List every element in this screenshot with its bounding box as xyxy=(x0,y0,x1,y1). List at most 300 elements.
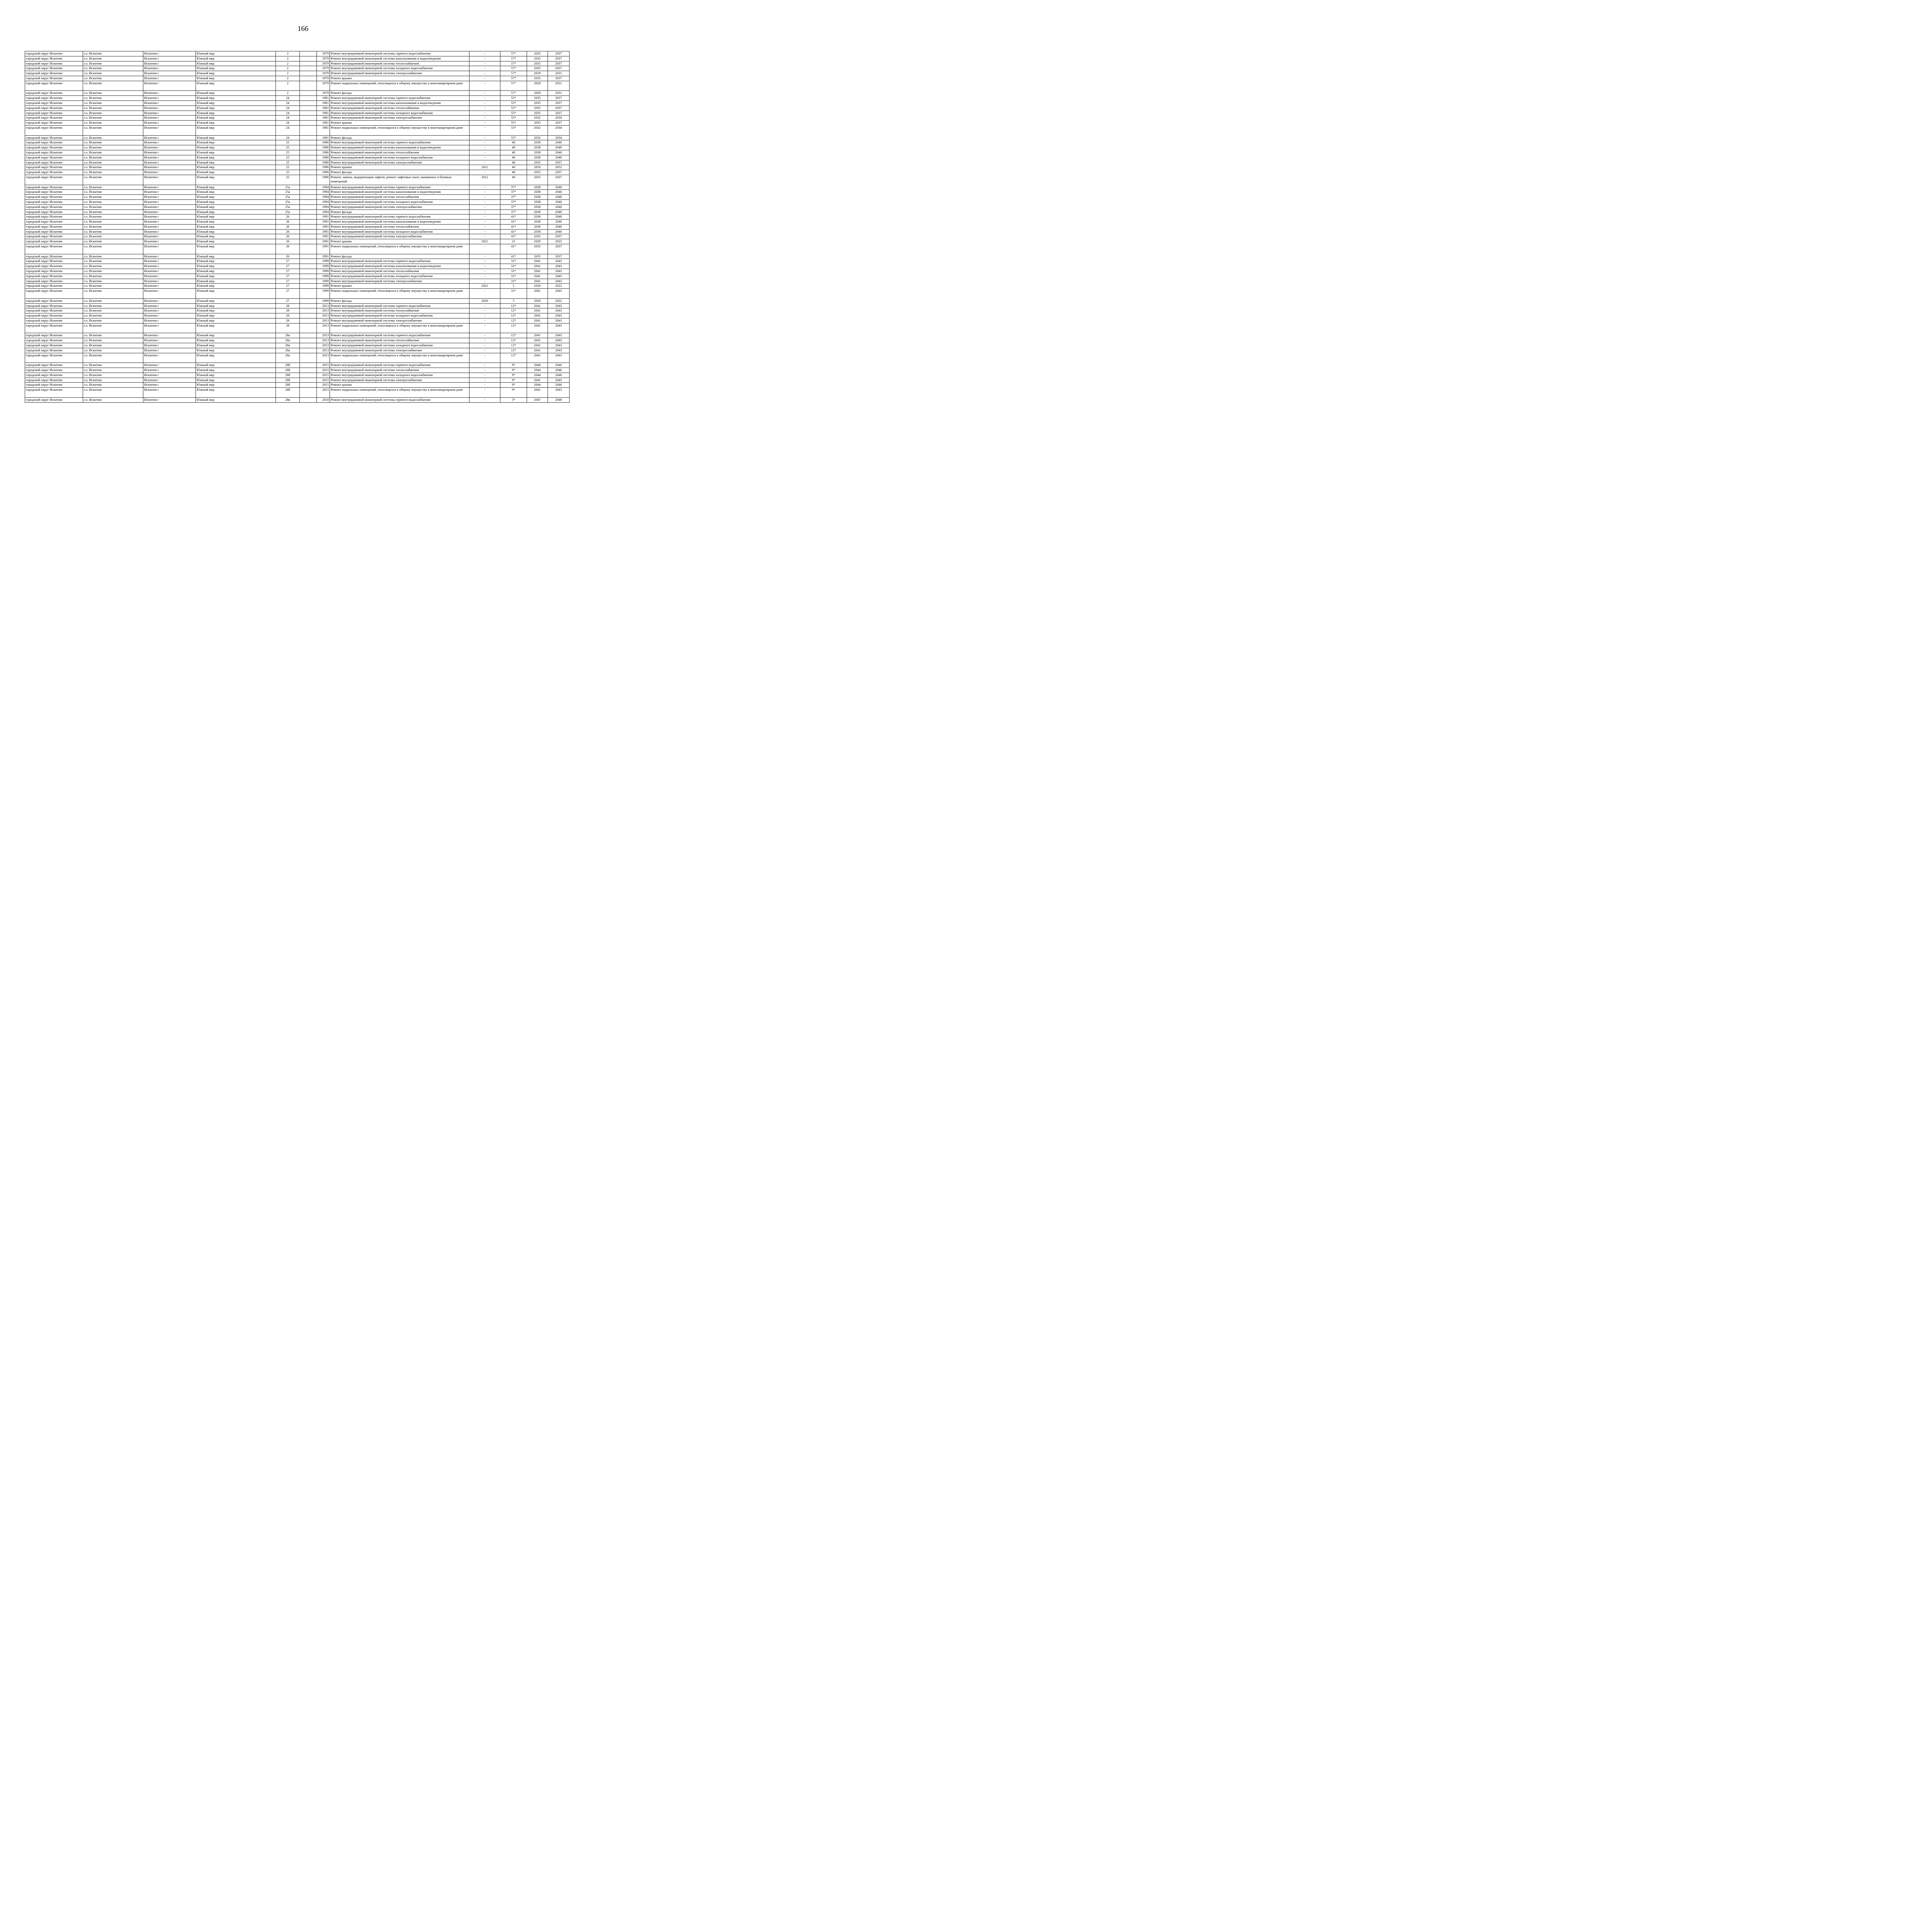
cell-year-built: 1979 xyxy=(317,56,330,61)
cell-plan-start: 2044 xyxy=(527,363,548,368)
cell-plan-end: 2037 xyxy=(548,234,570,239)
cell-municipality: городской округ Искитим xyxy=(25,388,83,398)
cell-district: Южный мкр xyxy=(196,140,276,145)
cell-plan-end: 2040 xyxy=(548,215,570,220)
cell-building xyxy=(300,239,317,244)
cell-municipality: городской округ Искитим xyxy=(25,303,83,308)
cell-wear: 40 xyxy=(500,155,527,160)
cell-wear: 37* xyxy=(500,199,527,204)
cell-house-number: 25а xyxy=(276,199,300,204)
cell-building xyxy=(300,125,317,135)
cell-plan-start: 2020 xyxy=(527,298,548,303)
cell-district: Южный мкр xyxy=(196,388,276,398)
cell-settlement: г.о. Искитим xyxy=(83,259,143,264)
cell-house-number: 24 xyxy=(276,116,300,121)
cell-house-number: 25 xyxy=(276,175,300,185)
cell-building xyxy=(300,274,317,279)
cell-building xyxy=(300,220,317,225)
cell-plan-end: 2052 xyxy=(548,165,570,170)
cell-settlement: г.о. Искитим xyxy=(83,106,143,111)
table-row xyxy=(25,204,570,209)
cell-plan-end: 2037 xyxy=(548,175,570,185)
cell-district: Южный мкр xyxy=(196,254,276,259)
cell-year-built: 2013 xyxy=(317,348,330,353)
cell-district: Южный мкр xyxy=(196,298,276,303)
cell-work-type: Ремонт внутридомовой инженерной системы канализования и водоотведения xyxy=(330,56,469,61)
cell-year-built: 1999 xyxy=(317,264,330,269)
cell-district: Южный мкр xyxy=(196,155,276,160)
cell-last-repair-year: - xyxy=(469,209,500,215)
cell-plan-end: 2037 xyxy=(548,56,570,61)
cell-settlement: г.о. Искитим xyxy=(83,160,143,165)
table-row xyxy=(25,91,570,96)
cell-district: Южный мкр xyxy=(196,333,276,338)
cell-year-built: 1999 xyxy=(317,274,330,279)
cell-last-repair-year: - xyxy=(469,125,500,135)
cell-year-built: 1986 xyxy=(317,150,330,155)
cell-house-number: 2 xyxy=(276,61,300,66)
cell-plan-start: 2044 xyxy=(527,383,548,388)
cell-plan-end: 2037 xyxy=(548,61,570,66)
cell-plan-start: 2041 xyxy=(527,259,548,264)
table-row xyxy=(25,368,570,373)
cell-plan-start: 2044 xyxy=(527,368,548,373)
cell-last-repair-year: - xyxy=(469,368,500,373)
cell-building xyxy=(300,388,317,398)
cell-settlement: г.о. Искитим xyxy=(83,284,143,289)
cell-plan-start: 2041 xyxy=(527,279,548,284)
cell-last-repair-year: - xyxy=(469,373,500,378)
cell-plan-end: 2046 xyxy=(548,363,570,368)
cell-year-built: 1994 xyxy=(317,199,330,204)
cell-plan-end: 2040 xyxy=(548,224,570,229)
table-row xyxy=(25,378,570,383)
cell-city: Искитим г xyxy=(143,56,196,61)
cell-year-built: 2015 xyxy=(317,368,330,373)
cell-wear: 12* xyxy=(500,318,527,323)
cell-year-built: 1981 xyxy=(317,116,330,121)
cell-plan-end: 2043 xyxy=(548,313,570,318)
table-row xyxy=(25,353,570,363)
cell-plan-end: 2043 xyxy=(548,348,570,353)
cell-house-number: 26 xyxy=(276,234,300,239)
cell-year-built: 2015 xyxy=(317,388,330,398)
cell-building xyxy=(300,106,317,111)
cell-work-type: Ремонт внутридомовой инженерной системы теплоснабжения xyxy=(330,338,469,343)
cell-plan-start: 2041 xyxy=(527,289,548,299)
cell-district: Южный мкр xyxy=(196,175,276,185)
cell-house-number: 28а xyxy=(276,348,300,353)
cell-year-built: 1991 xyxy=(317,244,330,254)
cell-municipality: городской округ Искитим xyxy=(25,308,83,313)
cell-settlement: г.о. Искитим xyxy=(83,353,143,363)
cell-plan-start: 2020 xyxy=(527,239,548,244)
cell-house-number: 2 xyxy=(276,51,300,56)
cell-wear: 57* xyxy=(500,51,527,56)
table-row xyxy=(25,116,570,121)
table-row xyxy=(25,303,570,308)
cell-wear: 9* xyxy=(500,378,527,383)
cell-settlement: г.о. Искитим xyxy=(83,150,143,155)
cell-work-type: Ремонт внутридомовой инженерной системы холодного водоснабжения xyxy=(330,343,469,348)
cell-municipality: городской округ Искитим xyxy=(25,91,83,96)
cell-district: Южный мкр xyxy=(196,323,276,333)
cell-work-type: Ремонт фасада xyxy=(330,91,469,96)
table-row xyxy=(25,289,570,299)
cell-municipality: городской округ Искитим xyxy=(25,298,83,303)
cell-year-built: 1991 xyxy=(317,229,330,234)
cell-municipality: городской округ Искитим xyxy=(25,254,83,259)
cell-settlement: г.о. Искитим xyxy=(83,289,143,299)
cell-plan-end: 2037 xyxy=(548,111,570,116)
cell-work-type: Ремонт внутридомовой инженерной системы горячего водоснабжения xyxy=(330,185,469,190)
cell-district: Южный мкр xyxy=(196,125,276,135)
cell-wear: 12* xyxy=(500,343,527,348)
cell-municipality: городской округ Искитим xyxy=(25,199,83,204)
cell-settlement: г.о. Искитим xyxy=(83,96,143,101)
cell-district: Южный мкр xyxy=(196,274,276,279)
cell-municipality: городской округ Искитим xyxy=(25,106,83,111)
cell-district: Южный мкр xyxy=(196,209,276,215)
cell-wear: 41* xyxy=(500,224,527,229)
cell-last-repair-year: 2011 xyxy=(469,165,500,170)
cell-year-built: 2015 xyxy=(317,373,330,378)
cell-plan-start: 2029 xyxy=(527,71,548,76)
cell-plan-start: 2041 xyxy=(527,318,548,323)
cell-wear: 31* xyxy=(500,269,527,274)
cell-municipality: городской округ Искитим xyxy=(25,264,83,269)
cell-settlement: г.о. Искитим xyxy=(83,363,143,368)
cell-municipality: городской округ Искитим xyxy=(25,269,83,274)
cell-work-type: Ремонт, замена, модернизация лифтов, ремонт лифтовых шахт, машинных и блочных помещений xyxy=(330,175,469,185)
cell-work-type: Ремонт крыши xyxy=(330,165,469,170)
table-row xyxy=(25,175,570,185)
cell-plan-end: 2043 xyxy=(548,259,570,264)
cell-wear: 5 xyxy=(500,284,527,289)
cell-settlement: г.о. Искитим xyxy=(83,388,143,398)
cell-building xyxy=(300,66,317,71)
cell-city: Искитим г xyxy=(143,274,196,279)
cell-year-built: 2013 xyxy=(317,308,330,313)
cell-house-number: 27 xyxy=(276,298,300,303)
cell-wear: 5 xyxy=(500,298,527,303)
cell-municipality: городской округ Искитим xyxy=(25,279,83,284)
cell-house-number: 26 xyxy=(276,229,300,234)
cell-plan-end: 2040 xyxy=(548,140,570,145)
cell-municipality: городской округ Искитим xyxy=(25,397,83,402)
cell-city: Искитим г xyxy=(143,333,196,338)
cell-district: Южный мкр xyxy=(196,224,276,229)
table-row xyxy=(25,160,570,165)
table-row xyxy=(25,195,570,200)
cell-plan-start: 2038 xyxy=(527,145,548,150)
cell-last-repair-year: - xyxy=(469,76,500,81)
cell-municipality: городской округ Искитим xyxy=(25,66,83,71)
cell-work-type: Ремонт внутридомовой инженерной системы холодного водоснабжения xyxy=(330,199,469,204)
cell-house-number: 27 xyxy=(276,269,300,274)
cell-building xyxy=(300,51,317,56)
cell-district: Южный мкр xyxy=(196,199,276,204)
cell-work-type: Ремонт крыши xyxy=(330,383,469,388)
cell-settlement: г.о. Искитим xyxy=(83,234,143,239)
cell-building xyxy=(300,378,317,383)
cell-wear: 12* xyxy=(500,323,527,333)
cell-building xyxy=(300,298,317,303)
cell-work-type: Ремонт внутридомовой инженерной системы канализования и водоотведения xyxy=(330,190,469,195)
cell-district: Южный мкр xyxy=(196,284,276,289)
cell-wear: 55* xyxy=(500,100,527,106)
cell-house-number: 26 xyxy=(276,220,300,225)
table-row xyxy=(25,61,570,66)
cell-work-type: Ремонт внутридомовой инженерной системы теплоснабжения xyxy=(330,308,469,313)
cell-city: Искитим г xyxy=(143,185,196,190)
cell-wear: 12* xyxy=(500,313,527,318)
cell-plan-start: 2035 xyxy=(527,175,548,185)
cell-year-built: 1986 xyxy=(317,145,330,150)
cell-municipality: городской округ Искитим xyxy=(25,150,83,155)
cell-city: Искитим г xyxy=(143,229,196,234)
cell-house-number: 27 xyxy=(276,264,300,269)
cell-wear: 40 xyxy=(500,140,527,145)
cell-work-type: Ремонт фасада xyxy=(330,254,469,259)
cell-work-type: Ремонт внутридомовой инженерной системы горячего водоснабжения xyxy=(330,96,469,101)
cell-year-built: 1981 xyxy=(317,125,330,135)
cell-building xyxy=(300,338,317,343)
cell-year-built: 1986 xyxy=(317,170,330,175)
cell-year-built: 1979 xyxy=(317,66,330,71)
cell-municipality: городской округ Искитим xyxy=(25,383,83,388)
cell-plan-start: 2041 xyxy=(527,313,548,318)
cell-year-built: 1979 xyxy=(317,61,330,66)
cell-house-number: 28 xyxy=(276,308,300,313)
table-row xyxy=(25,165,570,170)
cell-district: Южный мкр xyxy=(196,343,276,348)
cell-plan-start: 2035 xyxy=(527,106,548,111)
repair-schedule-table xyxy=(25,51,570,403)
cell-settlement: г.о. Искитим xyxy=(83,116,143,121)
cell-district: Южный мкр xyxy=(196,51,276,56)
cell-plan-end: 2043 xyxy=(548,289,570,299)
cell-wear: 31* xyxy=(500,264,527,269)
cell-year-built: 1981 xyxy=(317,135,330,140)
cell-plan-end: 2022 xyxy=(548,298,570,303)
cell-last-repair-year: - xyxy=(469,378,500,383)
cell-work-type: Ремонт фасада xyxy=(330,298,469,303)
cell-house-number: 2 xyxy=(276,76,300,81)
cell-wear: 31* xyxy=(500,274,527,279)
cell-house-number: 28б xyxy=(276,388,300,398)
cell-city: Искитим г xyxy=(143,140,196,145)
cell-wear: 55* xyxy=(500,111,527,116)
cell-work-type: Ремонт внутридомовой инженерной системы холодного водоснабжения xyxy=(330,274,469,279)
cell-year-built: 1994 xyxy=(317,185,330,190)
cell-plan-start: 2041 xyxy=(527,308,548,313)
cell-wear: 41* xyxy=(500,244,527,254)
cell-plan-end: 2040 xyxy=(548,185,570,190)
cell-settlement: г.о. Искитим xyxy=(83,145,143,150)
cell-work-type: Ремонт фасада xyxy=(330,135,469,140)
cell-building xyxy=(300,76,317,81)
cell-building xyxy=(300,96,317,101)
cell-plan-end: 2040 xyxy=(548,145,570,150)
cell-house-number: 28а xyxy=(276,343,300,348)
cell-city: Искитим г xyxy=(143,264,196,269)
cell-plan-end: 2037 xyxy=(548,160,570,165)
cell-settlement: г.о. Искитим xyxy=(83,303,143,308)
table-row xyxy=(25,199,570,204)
cell-city: Искитим г xyxy=(143,204,196,209)
cell-plan-end: 2043 xyxy=(548,333,570,338)
table-row xyxy=(25,71,570,76)
cell-plan-start: 2041 xyxy=(527,378,548,383)
cell-settlement: г.о. Искитим xyxy=(83,61,143,66)
cell-house-number: 25 xyxy=(276,150,300,155)
cell-wear: 12* xyxy=(500,303,527,308)
cell-municipality: городской округ Искитим xyxy=(25,368,83,373)
cell-last-repair-year: 2012 xyxy=(469,175,500,185)
cell-year-built: 1999 xyxy=(317,259,330,264)
cell-municipality: городской округ Искитим xyxy=(25,234,83,239)
cell-house-number: 28б xyxy=(276,368,300,373)
cell-building xyxy=(300,259,317,264)
cell-last-repair-year: - xyxy=(469,254,500,259)
cell-last-repair-year: - xyxy=(469,199,500,204)
cell-house-number: 26 xyxy=(276,254,300,259)
cell-plan-end: 2022 xyxy=(548,239,570,244)
cell-last-repair-year: 2020 xyxy=(469,298,500,303)
cell-plan-end: 2034 xyxy=(548,116,570,121)
cell-plan-start: 2041 xyxy=(527,343,548,348)
cell-work-type: Ремонт внутридомовой инженерной системы электроснабжения xyxy=(330,348,469,353)
cell-plan-end: 2037 xyxy=(548,244,570,254)
cell-city: Искитим г xyxy=(143,254,196,259)
cell-building xyxy=(300,175,317,185)
cell-last-repair-year: - xyxy=(469,264,500,269)
cell-year-built: 1991 xyxy=(317,254,330,259)
cell-city: Искитим г xyxy=(143,220,196,225)
cell-house-number: 24 xyxy=(276,111,300,116)
cell-last-repair-year: - xyxy=(469,220,500,225)
cell-city: Искитим г xyxy=(143,150,196,155)
cell-wear: 55* xyxy=(500,116,527,121)
cell-wear: 57* xyxy=(500,91,527,96)
cell-plan-end: 2037 xyxy=(548,100,570,106)
cell-house-number: 28в xyxy=(276,397,300,402)
cell-wear: 37* xyxy=(500,190,527,195)
cell-wear: 55* xyxy=(500,96,527,101)
cell-building xyxy=(300,323,317,333)
cell-last-repair-year: - xyxy=(469,71,500,76)
cell-plan-start: 2041 xyxy=(527,353,548,363)
cell-district: Южный мкр xyxy=(196,289,276,299)
cell-building xyxy=(300,204,317,209)
cell-last-repair-year: 2021 xyxy=(469,284,500,289)
cell-last-repair-year: - xyxy=(469,348,500,353)
cell-municipality: городской округ Искитим xyxy=(25,195,83,200)
cell-plan-end: 2031 xyxy=(548,71,570,76)
cell-plan-start: 2035 xyxy=(527,51,548,56)
cell-plan-start: 2038 xyxy=(527,199,548,204)
cell-district: Южный мкр xyxy=(196,348,276,353)
table-row xyxy=(25,284,570,289)
table-row xyxy=(25,279,570,284)
cell-plan-end: 2037 xyxy=(548,76,570,81)
cell-city: Искитим г xyxy=(143,116,196,121)
cell-work-type: Ремонт внутридомовой инженерной системы теплоснабжения xyxy=(330,150,469,155)
cell-work-type: Ремонт подвальных помещений, относящихся к общему имуществу в многоквартирном доме xyxy=(330,81,469,91)
cell-district: Южный мкр xyxy=(196,368,276,373)
cell-district: Южный мкр xyxy=(196,71,276,76)
cell-building xyxy=(300,71,317,76)
table-row xyxy=(25,254,570,259)
cell-city: Искитим г xyxy=(143,338,196,343)
cell-city: Искитим г xyxy=(143,303,196,308)
cell-last-repair-year: - xyxy=(469,383,500,388)
table-row xyxy=(25,209,570,215)
cell-work-type: Ремонт внутридомовой инженерной системы теплоснабжения xyxy=(330,195,469,200)
cell-year-built: 1981 xyxy=(317,111,330,116)
cell-last-repair-year: - xyxy=(469,155,500,160)
cell-city: Искитим г xyxy=(143,165,196,170)
cell-plan-end: 2040 xyxy=(548,220,570,225)
cell-district: Южный мкр xyxy=(196,313,276,318)
table-row xyxy=(25,348,570,353)
cell-settlement: г.о. Искитим xyxy=(83,209,143,215)
cell-municipality: городской округ Искитим xyxy=(25,239,83,244)
cell-year-built: 2013 xyxy=(317,303,330,308)
cell-building xyxy=(300,244,317,254)
cell-municipality: городской округ Искитим xyxy=(25,229,83,234)
cell-wear: 57* xyxy=(500,71,527,76)
cell-last-repair-year: - xyxy=(469,66,500,71)
cell-city: Искитим г xyxy=(143,259,196,264)
cell-house-number: 2 xyxy=(276,81,300,91)
cell-year-built: 1994 xyxy=(317,195,330,200)
cell-house-number: 25а xyxy=(276,185,300,190)
cell-building xyxy=(300,368,317,373)
cell-settlement: г.о. Искитим xyxy=(83,239,143,244)
cell-plan-end: 2034 xyxy=(548,125,570,135)
cell-last-repair-year: - xyxy=(469,289,500,299)
cell-city: Искитим г xyxy=(143,160,196,165)
table-row xyxy=(25,155,570,160)
table-row xyxy=(25,244,570,254)
cell-plan-end: 2037 xyxy=(548,96,570,101)
cell-plan-end: 2043 xyxy=(548,318,570,323)
cell-wear: 12* xyxy=(500,348,527,353)
cell-wear: 57* xyxy=(500,56,527,61)
cell-district: Южный мкр xyxy=(196,204,276,209)
cell-work-type: Ремонт внутридомовой инженерной системы канализования и водоотведения xyxy=(330,220,469,225)
cell-wear: 41* xyxy=(500,229,527,234)
cell-house-number: 28б xyxy=(276,373,300,378)
cell-last-repair-year: - xyxy=(469,388,500,398)
cell-municipality: городской округ Искитим xyxy=(25,353,83,363)
cell-plan-start: 2029 xyxy=(527,81,548,91)
cell-city: Искитим г xyxy=(143,239,196,244)
cell-city: Искитим г xyxy=(143,175,196,185)
cell-settlement: г.о. Искитим xyxy=(83,224,143,229)
cell-wear: 41* xyxy=(500,234,527,239)
cell-city: Искитим г xyxy=(143,383,196,388)
cell-house-number: 25 xyxy=(276,145,300,150)
table-row xyxy=(25,51,570,56)
cell-district: Южный мкр xyxy=(196,353,276,363)
cell-last-repair-year: - xyxy=(469,150,500,155)
cell-city: Искитим г xyxy=(143,308,196,313)
cell-wear: 40 xyxy=(500,150,527,155)
cell-district: Южный мкр xyxy=(196,170,276,175)
